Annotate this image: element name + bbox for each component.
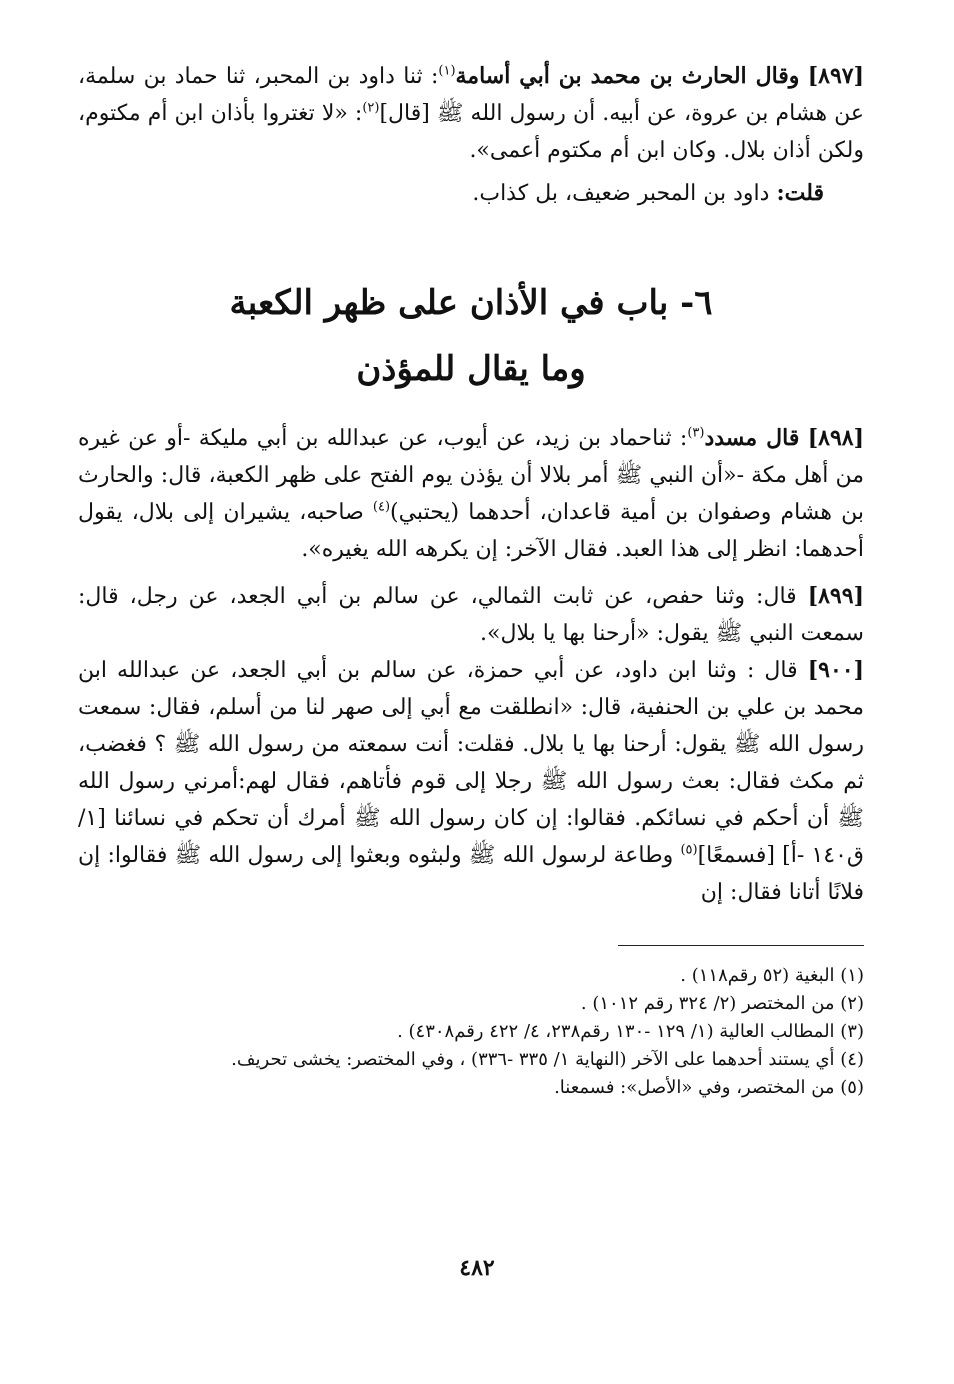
hadith-number: [٨٩٩] [807, 583, 864, 609]
chapter-title: ٦- باب في الأذان على ظهر الكعبة [229, 283, 713, 323]
footnote-5: (٥) من المختصر، وفي «الأصل»: فسمعنا. [554, 1077, 864, 1098]
hadith-text: : ثنا داود بن المحبر، ثنا حماد بن سلمة، عن هشام بن عروة، عن أبيه. أن رسول الله ﷺ [قال] [78, 64, 864, 126]
hadith-text-continued: صاحبه، يشيران إلى بلال، يقول أحدهما: انظر إلى هذا العبد. فقال الآخر: إن يكرهه الله يغيره». [78, 500, 864, 562]
footnote-1: (١) البغية (٥٢ رقم١١٨) . [680, 965, 864, 986]
footnote-2: (٢) من المختصر (٢/ ٣٢٤ رقم ١٠١٢) . [580, 993, 864, 1014]
narrator-chain-lead: قال مسدد [704, 425, 800, 451]
spacer [78, 568, 864, 578]
book-page [78, 58, 864, 1348]
hadith-text: قال : وثنا ابن داود، عن أبي حمزة، عن سالم بن أبي الجعد، عن عبدالله ابن محمد بن علي بن الحنفية، قال: «انطلقت مع أبي إلى صهر لنا من أسلم، فقال: سمعت رسول الله ﷺ يقول: أرحنا بها يا بلال. فقلت: أنت سمعته من رسول الله ﷺ ؟ فغضب، ثم مكث فقال: بعث رسول الله ﷺ رجلا إلى قوم فأتاهم، فقال لهم:أمرني رسول الله ﷺ أن أحكم في نسائكم. فقالوا: إن كان رسول الله ﷺ أمرك أن تحكم في نسائنا [١/ق١٤٠ -أ] [فسمعًا] [78, 658, 864, 868]
hadith-898 [78, 420, 864, 568]
hadith-text: : ثناحماد بن زيد، عن أيوب، عن عبدالله بن أبي مليكة -أو عن غيره من أهل مكة -«أن النبي ﷺ أمر بلالا أن يؤذن يوم الفتح على ظهر الكعبة، قال: والحارث بن هشام وصفوان بن أمية قاعدان، أحدهما (يحتبي) [78, 426, 865, 525]
footnote-divider [618, 945, 864, 946]
footnote-ref-4[interactable]: (٤) [372, 499, 391, 515]
hadith-897 [78, 58, 864, 169]
chapter-subtitle: وما يقال للمؤذن [356, 349, 586, 389]
comment-text: داود بن المحبر ضعيف، بل كذاب. [472, 181, 770, 206]
page-number: ٤٨٢ [459, 1255, 495, 1281]
hadith-text-continued: وطاعة لرسول الله ﷺ ولبثوه وبعثوا إلى رسول الله ﷺ فقالوا: إن فلانًا أتانا فقال: إن [78, 843, 864, 905]
footnote-ref-1[interactable]: (١) [438, 63, 456, 79]
hadith-number: [٨٩٧] [807, 63, 865, 89]
hadith-text-continued: : «لا تغتروا بأذان ابن أم مكتوم، ولكن أذان بلال. وكان ابن أم مكتوم أعمى». [78, 101, 864, 163]
author-comment [78, 175, 824, 212]
footnote-ref-3[interactable]: (٣) [687, 425, 705, 441]
footnote-4: (٤) أي يستند أحدهما على الآخر (النهاية ١/ ٣٣٥ -٣٣٦) ، وفي المختصر: يخشى تحريف. [231, 1049, 864, 1070]
footnote-ref-5[interactable]: (٥) [680, 842, 698, 858]
hadith-number: [٩٠٠] [807, 657, 864, 683]
hadith-900 [78, 652, 864, 911]
hadith-number: [٨٩٨] [807, 425, 864, 451]
hadith-text: قال: وثنا حفص، عن ثابت الثمالي، عن سالم بن أبي الجعد، عن رجل، قال: سمعت النبي ﷺ يقول: «أرحنا بها يا بلال». [78, 584, 864, 646]
footnote-3: (٣) المطالب العالية (١/ ١٢٩ -١٣٠ رقم٢٣٨، ٤/ ٤٢٢ رقم٤٣٠٨) . [397, 1021, 864, 1042]
footnote-ref-2[interactable]: (٢) [362, 100, 380, 116]
hadith-899 [78, 578, 864, 652]
comment-lead: قلت: [776, 180, 824, 206]
narrator-chain-lead: وقال الحارث بن محمد بن أبي أسامة [455, 63, 800, 89]
footnotes-list [78, 962, 864, 1102]
